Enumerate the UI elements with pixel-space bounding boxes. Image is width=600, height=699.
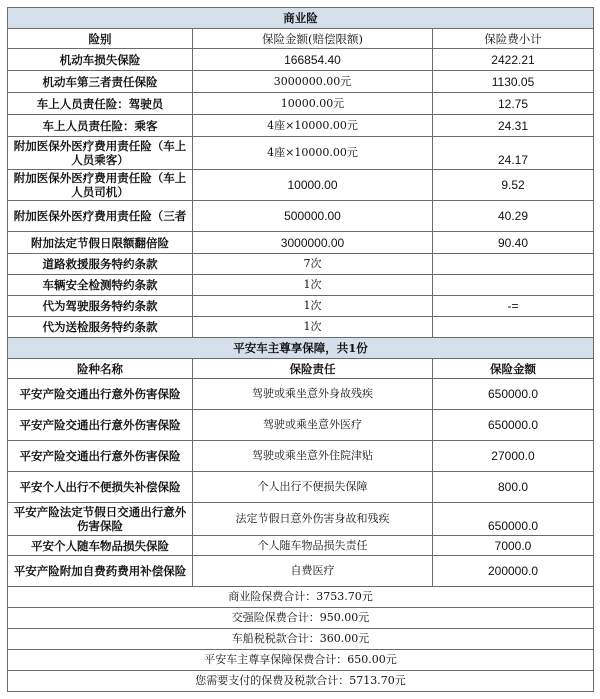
total-row bbox=[8, 608, 594, 629]
table-row bbox=[8, 115, 594, 137]
coverage-amount: 27000.0 bbox=[433, 441, 594, 472]
table-row bbox=[8, 503, 594, 536]
table-row bbox=[8, 410, 594, 441]
coverage-premium bbox=[433, 275, 594, 296]
coverage-premium: 2422.21 bbox=[433, 49, 594, 71]
commercial-section-title: 商业险 bbox=[8, 8, 594, 29]
vehicle-tax-total: 车船税税款合计：360.00元 bbox=[8, 629, 594, 650]
coverage-name: 附加医保外医疗费用责任险（车上人员乘客） bbox=[8, 137, 193, 170]
coverage-name: 平安个人出行不便损失补偿保险 bbox=[8, 472, 193, 503]
coverage-name: 道路救援服务特约条款 bbox=[8, 254, 193, 275]
table-row bbox=[8, 93, 594, 115]
coverage-amount: 650000.0 bbox=[433, 410, 594, 441]
coverage-amount: 3000000.00元 bbox=[193, 71, 433, 93]
coverage-amount: 650000.0 bbox=[433, 503, 594, 536]
coverage-liability: 驾驶或乘坐意外身故残疾 bbox=[193, 379, 433, 410]
coverage-amount: 1次 bbox=[193, 317, 433, 338]
table-row bbox=[8, 254, 594, 275]
coverage-amount: 1次 bbox=[193, 275, 433, 296]
coverage-liability: 个人出行不便损失保障 bbox=[193, 472, 433, 503]
grand-total: 您需要支付的保费及税款合计：5713.70元 bbox=[8, 671, 594, 692]
coverage-name: 代为送检服务特约条款 bbox=[8, 317, 193, 338]
coverage-liability: 驾驶或乘坐意外住院津贴 bbox=[193, 441, 433, 472]
table-row bbox=[8, 556, 594, 587]
coverage-amount: 1次 bbox=[193, 296, 433, 317]
coverage-liability: 个人随车物品损失责任 bbox=[193, 536, 433, 556]
coverage-premium: 1130.05 bbox=[433, 71, 594, 93]
coverage-amount: 7次 bbox=[193, 254, 433, 275]
coverage-name: 平安产险交通出行意外伤害保险 bbox=[8, 441, 193, 472]
col-header-item: 险别 bbox=[8, 29, 193, 49]
commercial-section-header bbox=[8, 8, 594, 29]
coverage-name: 车上人员责任险：驾驶员 bbox=[8, 93, 193, 115]
coverage-premium: -= bbox=[433, 296, 594, 317]
table-row bbox=[8, 296, 594, 317]
coverage-premium: 24.31 bbox=[433, 115, 594, 137]
pingan-section-title: 平安车主尊享保障，共1份 bbox=[8, 338, 594, 359]
col-header-item: 险种名称 bbox=[8, 359, 193, 379]
coverage-liability: 自费医疗 bbox=[193, 556, 433, 587]
coverage-premium bbox=[433, 317, 594, 338]
table-row bbox=[8, 137, 594, 170]
coverage-name: 附加法定节假日限额翻倍险 bbox=[8, 232, 193, 254]
coverage-amount: 7000.0 bbox=[433, 536, 594, 556]
coverage-amount: 166854.40 bbox=[193, 49, 433, 71]
policy-summary bbox=[7, 7, 593, 692]
table-row bbox=[8, 49, 594, 71]
pingan-column-headers bbox=[8, 359, 594, 379]
coverage-name: 平安个人随车物品损失保险 bbox=[8, 536, 193, 556]
total-row bbox=[8, 650, 594, 671]
coverage-name: 附加医保外医疗费用责任险（车上人员司机） bbox=[8, 170, 193, 201]
coverage-premium: 40.29 bbox=[433, 201, 594, 232]
table-row bbox=[8, 379, 594, 410]
coverage-amount: 800.0 bbox=[433, 472, 594, 503]
coverage-premium: 9.52 bbox=[433, 170, 594, 201]
coverage-amount: 650000.0 bbox=[433, 379, 594, 410]
coverage-name: 机动车损失保险 bbox=[8, 49, 193, 71]
table-row bbox=[8, 441, 594, 472]
col-header-premium: 保险费小计 bbox=[433, 29, 594, 49]
coverage-premium: 24.17 bbox=[433, 137, 594, 170]
coverage-name: 代为驾驶服务特约条款 bbox=[8, 296, 193, 317]
coverage-premium: 12.75 bbox=[433, 93, 594, 115]
coverage-amount: 10000.00 bbox=[193, 170, 433, 201]
table-row bbox=[8, 201, 594, 232]
coverage-amount: 500000.00 bbox=[193, 201, 433, 232]
coverage-name: 附加医保外医疗费用责任险（三者 bbox=[8, 201, 193, 232]
coverage-amount: 10000.00元 bbox=[193, 93, 433, 115]
table-row bbox=[8, 71, 594, 93]
coverage-premium bbox=[433, 254, 594, 275]
table-row bbox=[8, 232, 594, 254]
coverage-amount: 200000.0 bbox=[433, 556, 594, 587]
coverage-amount: 3000000.00 bbox=[193, 232, 433, 254]
col-header-liability: 保险责任 bbox=[193, 359, 433, 379]
insurance-table bbox=[7, 7, 594, 692]
pingan-premium-total: 平安车主尊享保障保费合计：650.00元 bbox=[8, 650, 594, 671]
coverage-amount: 4座×10000.00元 bbox=[193, 115, 433, 137]
compulsory-premium-total: 交强险保费合计：950.00元 bbox=[8, 608, 594, 629]
coverage-amount: 4座×10000.00元 bbox=[193, 137, 433, 170]
coverage-name: 平安产险交通出行意外伤害保险 bbox=[8, 410, 193, 441]
col-header-amount: 保险金额 bbox=[433, 359, 594, 379]
commercial-premium-total: 商业险保费合计：3753.70元 bbox=[8, 587, 594, 608]
pingan-section-header bbox=[8, 338, 594, 359]
coverage-name: 车辆安全检测特约条款 bbox=[8, 275, 193, 296]
table-row bbox=[8, 275, 594, 296]
commercial-column-headers bbox=[8, 29, 594, 49]
table-row bbox=[8, 317, 594, 338]
table-row bbox=[8, 536, 594, 556]
coverage-liability: 驾驶或乘坐意外医疗 bbox=[193, 410, 433, 441]
coverage-name: 机动车第三者责任保险 bbox=[8, 71, 193, 93]
coverage-name: 平安产险附加自费药费用补偿保险 bbox=[8, 556, 193, 587]
coverage-name: 平安产险法定节假日交通出行意外伤害保险 bbox=[8, 503, 193, 536]
coverage-liability: 法定节假日意外伤害身故和残疾 bbox=[193, 503, 433, 536]
coverage-name: 车上人员责任险：乘客 bbox=[8, 115, 193, 137]
total-row bbox=[8, 629, 594, 650]
coverage-name: 平安产险交通出行意外伤害保险 bbox=[8, 379, 193, 410]
table-row bbox=[8, 472, 594, 503]
coverage-premium: 90.40 bbox=[433, 232, 594, 254]
table-row bbox=[8, 170, 594, 201]
total-row bbox=[8, 587, 594, 608]
total-row bbox=[8, 671, 594, 692]
col-header-amount: 保险金额(赔偿限额) bbox=[193, 29, 433, 49]
